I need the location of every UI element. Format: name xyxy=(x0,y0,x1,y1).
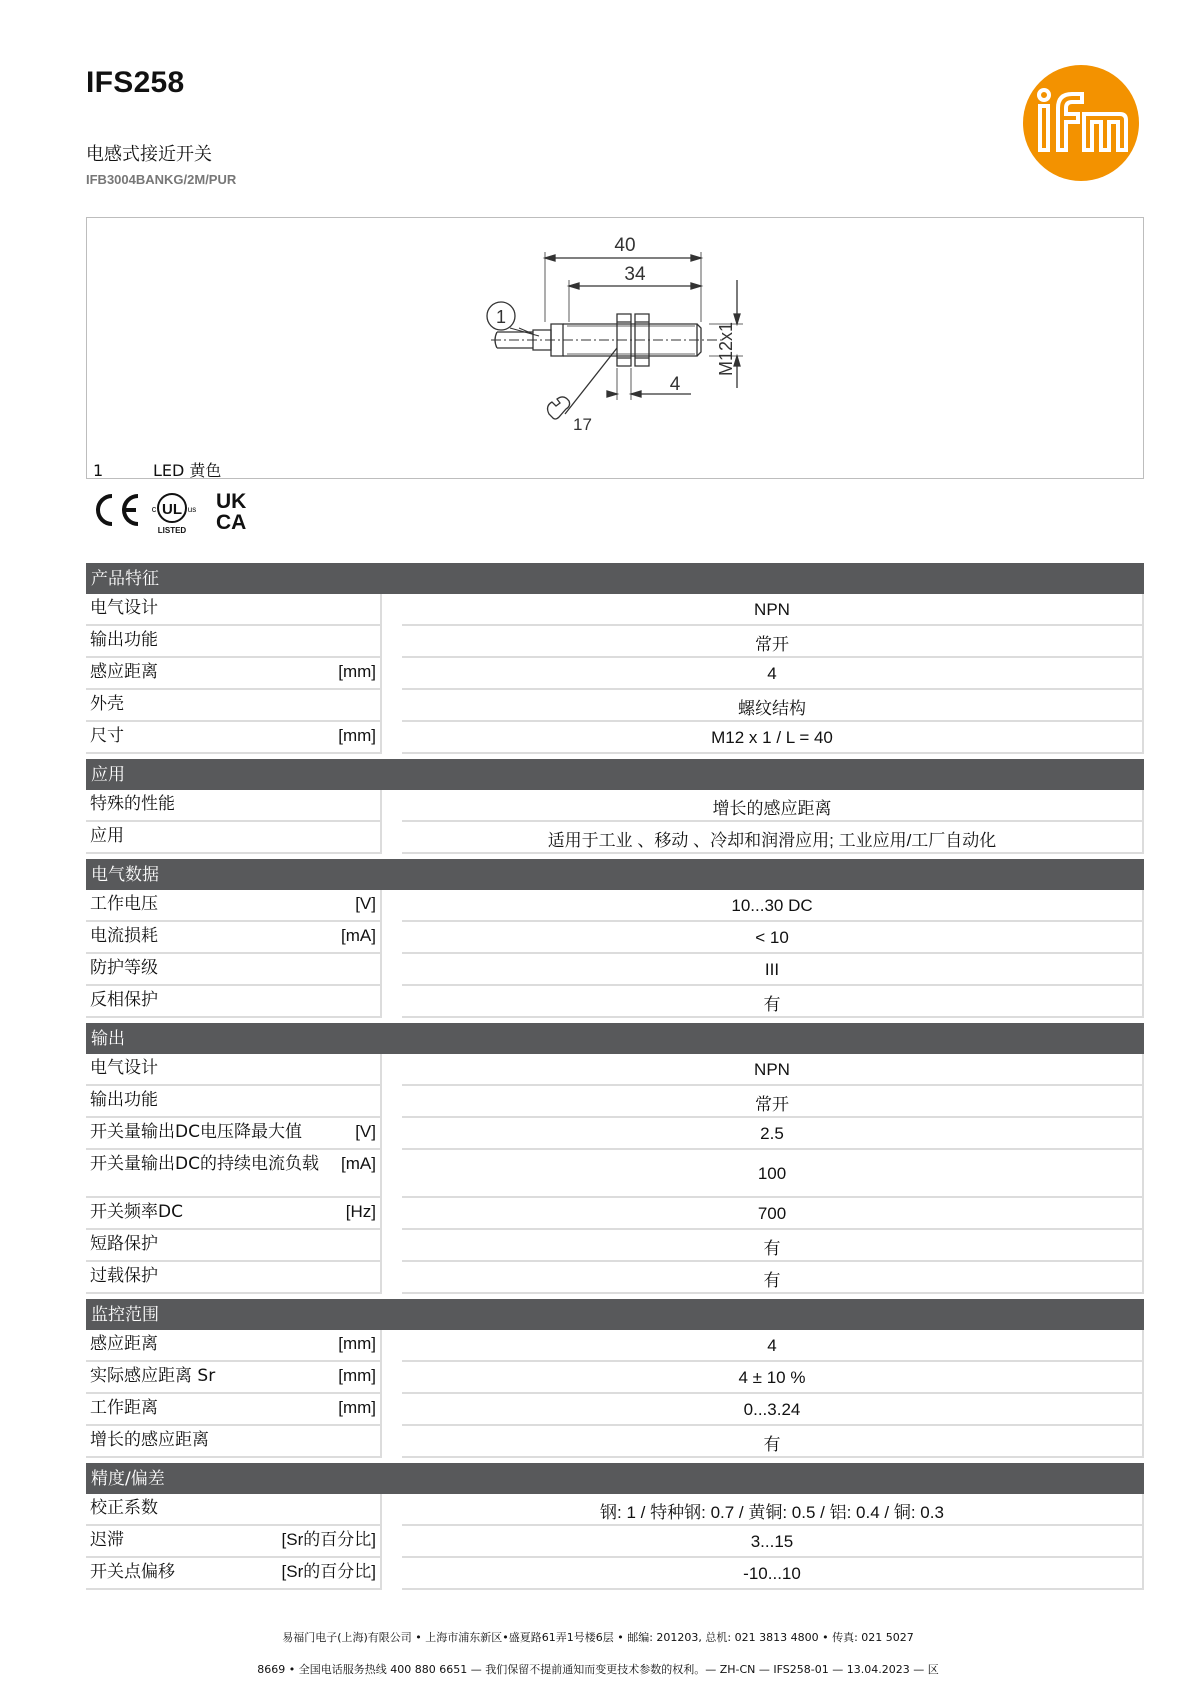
section-header: 产品特征 xyxy=(86,563,1144,594)
spec-row xyxy=(86,658,1144,690)
spec-label: 实际感应距离 Sr xyxy=(90,1366,216,1386)
spec-label: 工作距离 xyxy=(90,1398,158,1418)
dim-m12-label: M12x1 xyxy=(716,321,736,376)
dim-40-label: 40 xyxy=(614,235,636,256)
spec-unit: [V] xyxy=(355,1122,376,1141)
spec-value: 100 xyxy=(402,1150,1144,1198)
spec-unit: [mA] xyxy=(341,1154,376,1173)
spec-row xyxy=(86,890,1144,922)
ukca-mark-icon xyxy=(216,490,246,534)
spec-unit: [mA] xyxy=(341,926,376,945)
spec-label: 增长的感应距离 xyxy=(90,1430,209,1450)
spec-label: 反相保护 xyxy=(90,990,158,1010)
section-header: 电气数据 xyxy=(86,859,1144,890)
spec-unit: [mm] xyxy=(338,1334,376,1353)
spec-row xyxy=(86,1262,1144,1294)
spec-label-cell xyxy=(86,1558,382,1590)
spec-row xyxy=(86,1198,1144,1230)
ul-c-text: c xyxy=(151,504,157,514)
spec-label: 校正系数 xyxy=(90,1498,158,1518)
spec-row xyxy=(86,1558,1144,1590)
spec-label-cell xyxy=(86,822,382,854)
spec-label-cell xyxy=(86,658,382,690)
spec-label: 迟滞 xyxy=(90,1530,124,1550)
spec-row xyxy=(86,1118,1144,1150)
spec-label: 开关量输出DC电压降最大值 xyxy=(90,1122,302,1142)
dim-17-label: 17 xyxy=(573,415,592,434)
spec-unit: [mm] xyxy=(338,662,376,681)
spec-value: 钢: 1 / 特种钢: 0.7 / 黄铜: 0.5 / 铝: 0.4 / 铜: 0.3 xyxy=(402,1494,1144,1526)
spec-row xyxy=(86,626,1144,658)
spec-row xyxy=(86,1526,1144,1558)
spec-row xyxy=(86,922,1144,954)
spec-unit: [Sr的百分比] xyxy=(281,1530,376,1549)
spec-label-cell xyxy=(86,1230,382,1262)
callout-1-label: 1 xyxy=(495,307,507,327)
spec-unit: [mm] xyxy=(338,726,376,745)
ukca-top-text: UK xyxy=(216,490,247,513)
spec-label: 开关点偏移 xyxy=(90,1562,175,1582)
spec-value: 常开 xyxy=(402,626,1144,658)
spec-label-cell xyxy=(86,1526,382,1558)
product-title: IFS258 xyxy=(86,66,185,99)
section-header: 监控范围 xyxy=(86,1299,1144,1330)
spec-label: 防护等级 xyxy=(90,958,158,978)
spec-value: < 10 xyxy=(402,922,1144,954)
spec-row xyxy=(86,690,1144,722)
spec-label-cell xyxy=(86,1362,382,1394)
legend-text: LED 黄色 xyxy=(153,461,222,480)
spec-label-cell xyxy=(86,954,382,986)
spec-value: 螺纹结构 xyxy=(402,690,1144,722)
ifm-logo xyxy=(1022,64,1140,182)
ul-us-text: us xyxy=(187,505,197,514)
spec-label: 电气设计 xyxy=(90,1058,158,1078)
product-subtitle: 电感式接近开关 xyxy=(86,144,212,165)
drawing-legend xyxy=(93,458,221,481)
ul-text: UL xyxy=(162,501,182,518)
spec-value: 有 xyxy=(402,1230,1144,1262)
spec-label: 短路保护 xyxy=(90,1234,158,1254)
spec-row xyxy=(86,1494,1144,1526)
spec-value: 2.5 xyxy=(402,1118,1144,1150)
spec-label: 过载保护 xyxy=(90,1266,158,1286)
article-code: IFB3004BANKG/2M/PUR xyxy=(86,172,237,187)
spec-label: 电气设计 xyxy=(90,598,158,618)
spec-row xyxy=(86,1330,1144,1362)
spec-unit: [Hz] xyxy=(345,1202,376,1221)
spec-label-cell xyxy=(86,890,382,922)
spec-label-cell xyxy=(86,722,382,754)
spec-label: 尺寸 xyxy=(90,726,124,746)
footer-legal: 8669 • 全国电话服务热线 400 880 6651 — 我们保留不提前通知而变更技术参数的权利。— ZH-CN — IFS258-01 — 13.04.2023 — 区 xyxy=(257,1663,939,1676)
spec-row xyxy=(86,1054,1144,1086)
section-header: 精度/偏差 xyxy=(86,1463,1144,1494)
dim-4-label: 4 xyxy=(669,374,681,395)
spec-unit: [mm] xyxy=(338,1398,376,1417)
spec-value: 增长的感应距离 xyxy=(402,790,1144,822)
spec-row xyxy=(86,594,1144,626)
section-header: 应用 xyxy=(86,759,1144,790)
spec-label: 工作电压 xyxy=(90,894,158,914)
spec-label: 输出功能 xyxy=(90,1090,158,1110)
spec-label: 特殊的性能 xyxy=(90,794,175,814)
spec-value: 4 xyxy=(402,658,1144,690)
section-gap xyxy=(86,1590,1144,1595)
spec-label-cell xyxy=(86,690,382,722)
spec-row xyxy=(86,954,1144,986)
spec-label-cell xyxy=(86,986,382,1018)
spec-value: 常开 xyxy=(402,1086,1144,1118)
spec-value: 3...15 xyxy=(402,1526,1144,1558)
spec-row xyxy=(86,1394,1144,1426)
spec-label-cell xyxy=(86,1118,382,1150)
spec-unit: [Sr的百分比] xyxy=(281,1562,376,1581)
spec-value: 10...30 DC xyxy=(402,890,1144,922)
spec-value: M12 x 1 / L = 40 xyxy=(402,722,1144,754)
ul-listed-mark-icon xyxy=(152,494,196,535)
spec-row xyxy=(86,1150,1144,1198)
legend-number: 1 xyxy=(93,461,104,480)
spec-label-cell xyxy=(86,1054,382,1086)
spec-label-cell xyxy=(86,1086,382,1118)
spec-value: NPN xyxy=(402,594,1144,626)
spec-row xyxy=(86,822,1144,854)
spec-label: 输出功能 xyxy=(90,630,158,650)
spec-row xyxy=(86,1426,1144,1458)
spec-value: 4 xyxy=(402,1330,1144,1362)
spec-label: 感应距离 xyxy=(90,1334,158,1354)
dimension-drawing-panel xyxy=(86,217,1144,479)
ukca-bottom-text: CA xyxy=(216,511,247,534)
spec-unit: [mm] xyxy=(338,1366,376,1385)
spec-value: NPN xyxy=(402,1054,1144,1086)
dimension-drawing xyxy=(87,218,1145,480)
spec-value: 适用于工业 、移动 、冷却和润滑应用; 工业应用/工厂自动化 xyxy=(402,822,1144,854)
spec-unit: [V] xyxy=(355,894,376,913)
spec-value: -10...10 xyxy=(402,1558,1144,1590)
spec-label-cell xyxy=(86,1262,382,1294)
spec-label: 电流损耗 xyxy=(90,926,158,946)
spec-value: 4 ± 10 % xyxy=(402,1362,1144,1394)
certification-marks xyxy=(92,488,267,538)
spec-label: 感应距离 xyxy=(90,662,158,682)
spec-value: 700 xyxy=(402,1198,1144,1230)
spec-value: 有 xyxy=(402,1262,1144,1294)
section-header: 输出 xyxy=(86,1023,1144,1054)
spec-label-cell xyxy=(86,922,382,954)
spec-label-cell xyxy=(86,626,382,658)
dim-34-label: 34 xyxy=(624,264,646,285)
spec-row xyxy=(86,790,1144,822)
spec-label-cell xyxy=(86,1150,382,1198)
spec-value: 有 xyxy=(402,1426,1144,1458)
spec-row xyxy=(86,1230,1144,1262)
ce-mark-icon xyxy=(98,496,138,524)
spec-value: III xyxy=(402,954,1144,986)
spec-label: 应用 xyxy=(90,826,124,846)
spec-label-cell xyxy=(86,594,382,626)
spec-label-cell xyxy=(86,1394,382,1426)
spec-label-cell xyxy=(86,1494,382,1526)
spec-label-cell xyxy=(86,790,382,822)
spec-label: 开关量输出DC的持续电流负载 xyxy=(90,1154,319,1174)
spec-row xyxy=(86,1362,1144,1394)
spec-value: 有 xyxy=(402,986,1144,1018)
footer-address: 易福门电子(上海)有限公司 • 上海市浦东新区•盛夏路61弄1号楼6层 • 邮编: 201203, 总机: 021 3813 4800 • 传真: 021 5027 xyxy=(282,1631,914,1644)
spec-label-cell xyxy=(86,1198,382,1230)
spec-label-cell xyxy=(86,1426,382,1458)
spec-label: 开关频率DC xyxy=(90,1202,183,1222)
spec-row xyxy=(86,722,1144,754)
spec-row xyxy=(86,1086,1144,1118)
spec-label-cell xyxy=(86,1330,382,1362)
specifications-table xyxy=(86,563,1144,1595)
spec-row xyxy=(86,986,1144,1018)
spec-value: 0...3.24 xyxy=(402,1394,1144,1426)
spec-label: 外壳 xyxy=(90,694,124,714)
ul-listed-text: LISTED xyxy=(157,526,187,535)
